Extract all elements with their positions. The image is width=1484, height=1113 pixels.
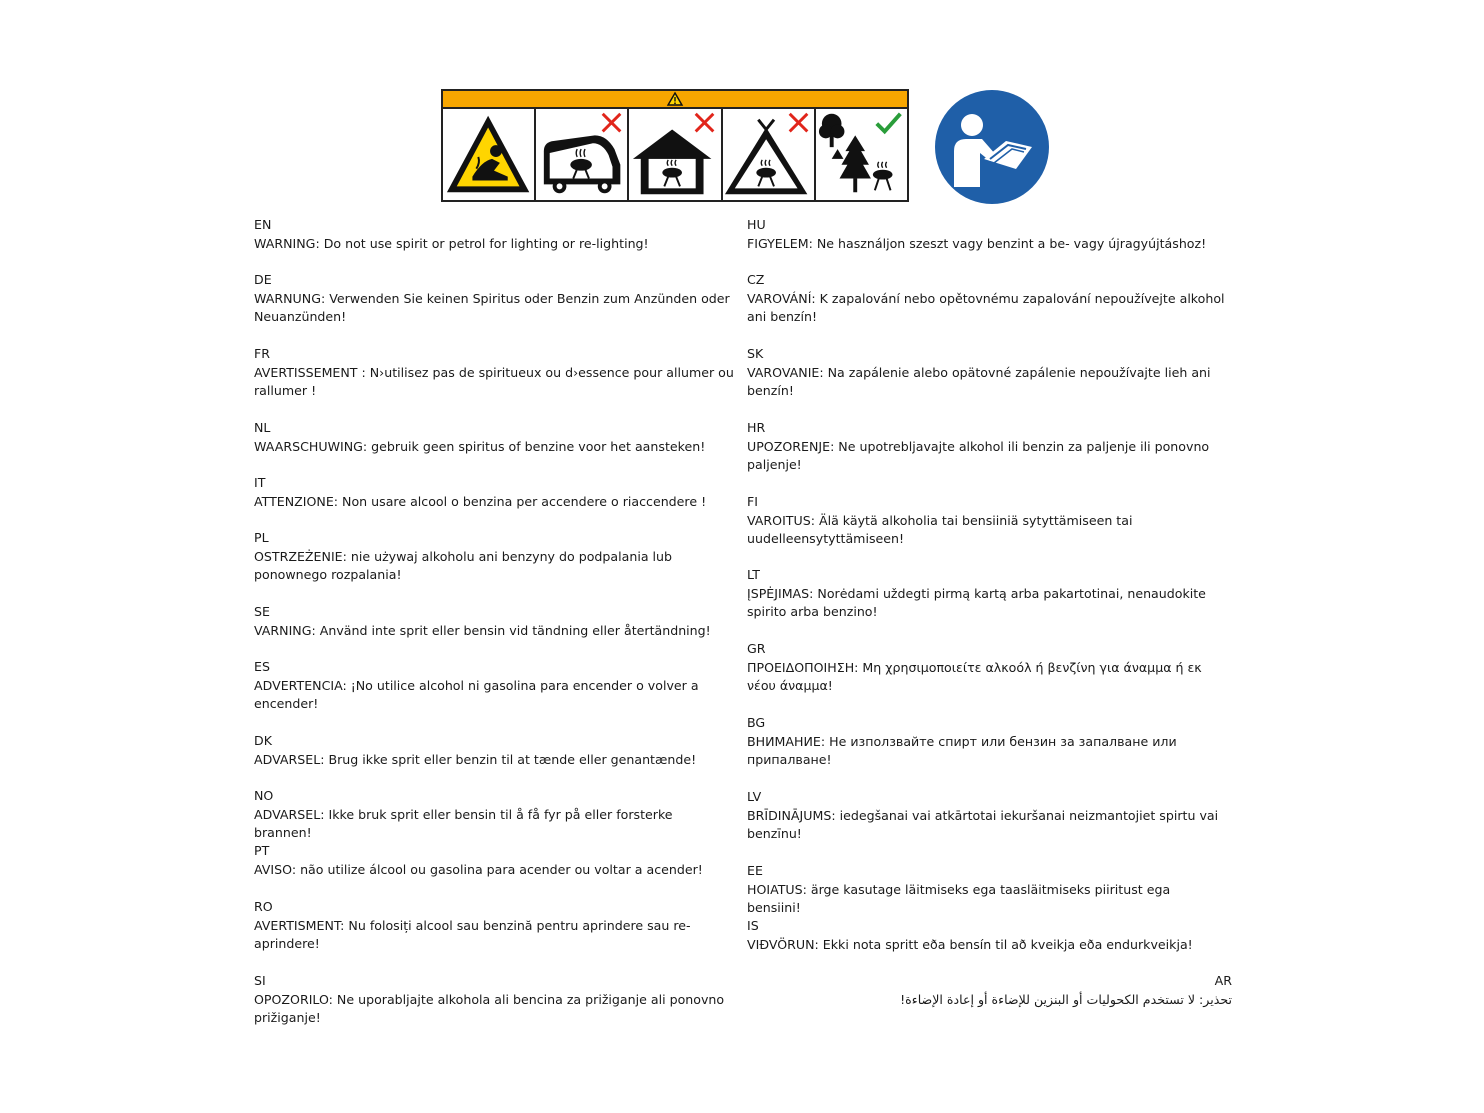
- language-code: EE: [747, 863, 763, 878]
- language-code: LT: [747, 567, 760, 582]
- language-code: IS: [747, 918, 759, 933]
- warning-text: WAARSCHUWING: gebruik geen spiritus of benzine voor het aansteken!: [254, 438, 706, 454]
- language-code: PT: [254, 843, 270, 858]
- language-code: DK: [254, 733, 272, 748]
- warning-entry-pl: [254, 529, 734, 585]
- language-code: EN: [254, 217, 272, 232]
- warning-entry-fr: [254, 345, 734, 401]
- no-tent-icon: [723, 109, 816, 200]
- warning-text: AVISO: não utilize álcool ou gasolina para acender ou voltar a acender!: [254, 861, 703, 877]
- warning-entry-ee: [747, 862, 1227, 918]
- language-code: BG: [747, 715, 766, 730]
- language-code: RO: [254, 899, 273, 914]
- language-code: FR: [254, 346, 270, 361]
- warning-entry-ar: [747, 972, 1232, 1009]
- language-code: NL: [254, 420, 271, 435]
- warning-text: OSTRZEŻENIE: nie używaj alkoholu ani benzyny do podpalania lub ponownego rozpalania!: [254, 548, 673, 582]
- warning-text: VIÐVÖRUN: Ekki nota spritt eða bensín til að kveikja eða endurkveikja!: [747, 936, 1193, 952]
- warning-entry-it: [254, 474, 734, 511]
- warning-text: ВНИМАНИЕ: Не използвайте спирт или бензин за запалване или припалване!: [747, 733, 1177, 767]
- no-vehicle-icon: [536, 109, 629, 200]
- warning-entry-es: [254, 658, 734, 714]
- warning-text: ADVARSEL: Brug ikke sprit eller benzin til at tænde eller genantænde!: [254, 751, 697, 767]
- read-manual-icon: [934, 89, 1050, 205]
- language-code: AR: [1214, 973, 1232, 988]
- warning-text: AVERTISMENT: Nu folosiți alcool sau benzină pentru aprindere sau re-aprindere!: [254, 917, 691, 951]
- language-code: CZ: [747, 272, 765, 287]
- language-code: GR: [747, 641, 766, 656]
- language-code: SI: [254, 973, 266, 988]
- warning-entry-lt: [747, 566, 1227, 622]
- language-code: PL: [254, 530, 269, 545]
- language-code: NO: [254, 788, 274, 803]
- small-warning-icon: [443, 91, 907, 107]
- outdoor-ok-icon: [816, 109, 907, 200]
- warning-entry-dk: [254, 732, 734, 769]
- safety-pictogram-strip: [441, 89, 909, 202]
- warning-header-bar: [443, 91, 907, 109]
- warning-entry-nl: [254, 419, 734, 456]
- warning-text: OPOZORILO: Ne uporabljajte alkohola ali bencina za prižiganje ali ponovno prižiganje!: [254, 991, 725, 1025]
- warning-text: FIGYELEM: Ne használjon szeszt vagy benzint a be- vagy újragyújtáshoz!: [747, 235, 1207, 251]
- language-code: HR: [747, 420, 766, 435]
- warning-text: VAROVÁNÍ: K zapalování nebo opětovnému zapalování nepoužívejte alkohol ani benzín!: [747, 290, 1225, 324]
- language-code: IT: [254, 475, 266, 490]
- warning-entry-no: [254, 787, 734, 843]
- warning-text: ADVERTENCIA: ¡No utilice alcohol ni gasolina para encender o volver a encender!: [254, 677, 699, 711]
- warning-text: ADVARSEL: Ikke bruk sprit eller bensin til å få fyr på eller forsterke brannen!: [254, 806, 673, 840]
- warning-text: VARNING: Använd inte sprit eller bensin vid tändning eller återtändning!: [254, 622, 711, 638]
- warning-entry-gr: [747, 640, 1227, 696]
- warning-entry-se: [254, 603, 734, 640]
- language-code: LV: [747, 789, 762, 804]
- warning-entry-cz: [747, 271, 1227, 327]
- warning-text: VAROITUS: Älä käytä alkoholia tai bensiiniä sytyttämiseen tai uudelleensytyttämiseen!: [747, 512, 1133, 546]
- warning-triangle-icon: [443, 109, 536, 200]
- warning-entry-ro: [254, 898, 734, 954]
- language-code: DE: [254, 272, 272, 287]
- language-code: ES: [254, 659, 270, 674]
- warning-entry-de: [254, 271, 734, 327]
- warning-text: ĮSPĖJIMAS: Norėdami uždegti pirmą kartą arba pakartotinai, nenaudokite spirito arba benzino!: [747, 585, 1206, 619]
- warning-text: ΠΡΟΕΙΔΟΠΟΙΗΣΗ: Μη χρησιμοποιείτε αλκοόλ ή βενζίνη για άναμμα ή εκ νέου άναμμα!: [747, 659, 1202, 693]
- warning-entry-en: [254, 216, 734, 253]
- warning-text: WARNING: Do not use spirit or petrol for lighting or re-lighting!: [254, 235, 649, 251]
- language-code: SE: [254, 604, 270, 619]
- no-indoor-icon: [629, 109, 722, 200]
- warning-entry-si: [254, 972, 734, 1028]
- warning-entry-hr: [747, 419, 1227, 475]
- language-code: FI: [747, 494, 758, 509]
- warning-entry-lv: [747, 788, 1227, 844]
- warning-text: WARNUNG: Verwenden Sie keinen Spiritus oder Benzin zum Anzünden oder Neuanzünden!: [254, 290, 730, 324]
- language-code: SK: [747, 346, 764, 361]
- warning-text: BRĪDINĀJUMS: iedegšanai vai atkārtotai iekuršanai neizmantojiet spirtu vai benzīnu!: [747, 807, 1219, 841]
- warning-text: AVERTISSEMENT : N›utilisez pas de spiritueux ou d›essence pour allumer ou rallumer !: [254, 364, 734, 398]
- warning-entry-hu: [747, 216, 1227, 253]
- warning-text: UPOZORENJE: Ne upotrebljavajte alkohol ili benzin za paljenje ili ponovno paljenje!: [747, 438, 1210, 472]
- language-code: HU: [747, 217, 766, 232]
- warning-entry-bg: [747, 714, 1227, 770]
- warning-entry-fi: [747, 493, 1227, 549]
- warning-entry-sk: [747, 345, 1227, 401]
- warning-text: HOIATUS: ärge kasutage läitmiseks ega taasläitmiseks piiritust ega bensiini!: [747, 881, 1171, 915]
- warning-text: تحذير: لا تستخدم الكحوليات أو البنزين للإضاءة أو إعادة الإضاءة!: [900, 991, 1232, 1007]
- warning-entry-pt: [254, 842, 734, 879]
- warning-text: ATTENZIONE: Non usare alcool o benzina per accendere o riaccendere !: [254, 493, 707, 509]
- warning-text: VAROVANIE: Na zapálenie alebo opätovné zapálenie nepoužívajte lieh ani benzín!: [747, 364, 1211, 398]
- warning-entry-is: [747, 917, 1227, 954]
